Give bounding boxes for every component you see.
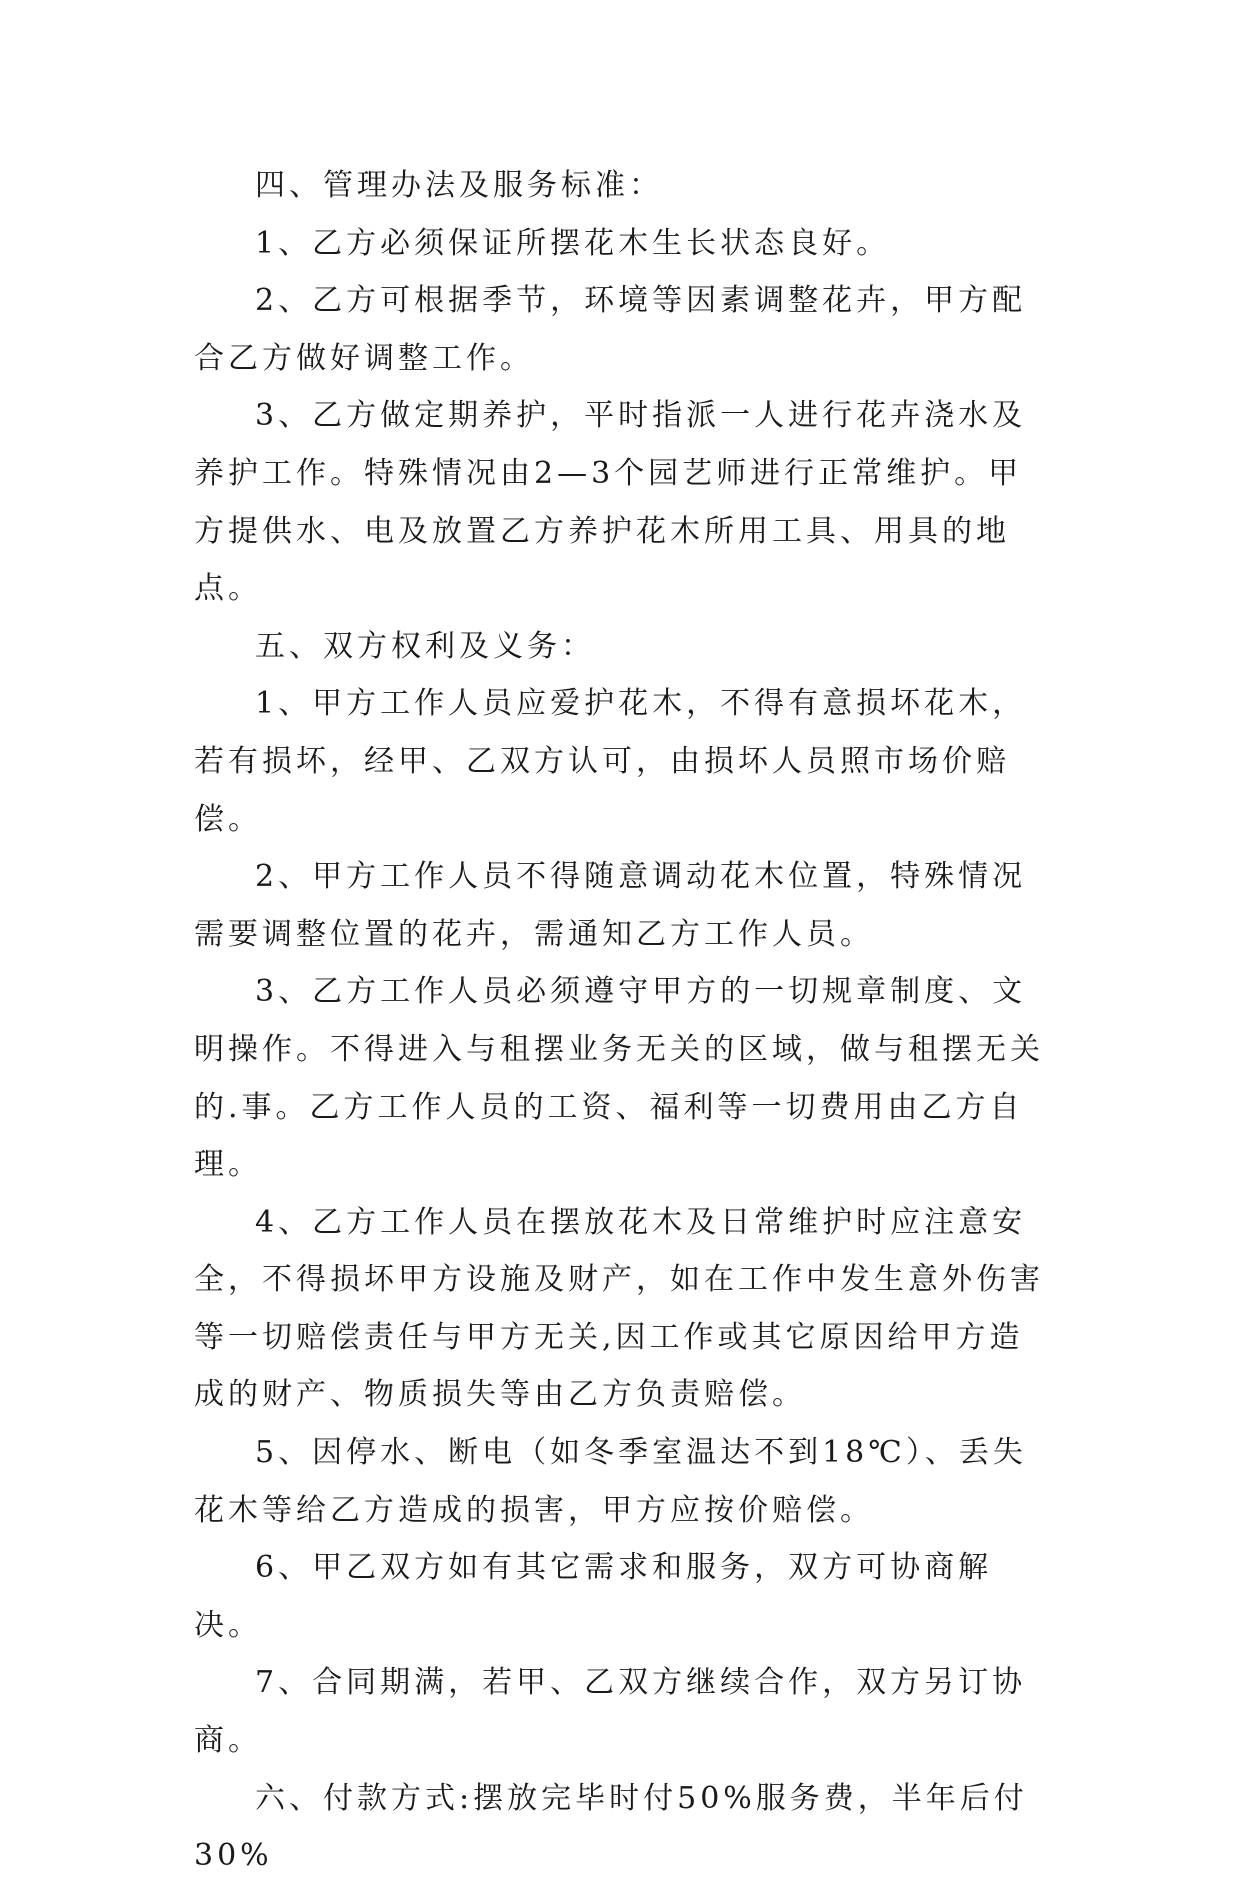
- section-heading-rights-obligations: 五、双方权利及义务：: [255, 628, 595, 664]
- section-heading-management: 四、管理办法及服务标准：: [255, 168, 663, 203]
- paragraph: 2、乙方可根据季节，环境等因素调整花卉，甲方配合乙方做好调整工作。: [194, 283, 1027, 376]
- document-body: [194, 157, 1044, 1885]
- paragraph: 1、乙方必须保证所摆花木生长状态良好。: [255, 225, 891, 261]
- paragraph: 1、甲方工作人员应爱护花木，不得有意损坏花木，若有损坏，经甲、乙双方认可，由损坏人员照市场价赔偿。: [194, 686, 1027, 837]
- section-heading-payment: 六、付款方式:摆放完毕时付50%服务费，半年后付30%: [194, 1780, 1028, 1874]
- paragraph: 3、乙方做定期养护，平时指派一人进行花卉浇水及养护工作。特殊情况由2—3个园艺师进行正常维护。甲方提供水、电及放置乙方养护花木所用工具、用具的地点。: [194, 398, 1027, 607]
- paragraph: 4、乙方工作人员在摆放花木及日常维护时应注意安全，不得损坏甲方设施及财产，如在工作中发生意外伤害等一切赔偿责任与甲方无关,因工作或其它原因给甲方造成的财产、物质损失等由乙方负责赔偿。: [194, 1204, 1044, 1413]
- paragraph: 7、合同期满，若甲、乙双方继续合作，双方另订协商。: [194, 1665, 1027, 1759]
- paragraph: 2、甲方工作人员不得随意调动花木位置，特殊情况需要调整位置的花卉，需通知乙方工作人员。: [194, 859, 1027, 952]
- paragraph: 6、甲乙双方如有其它需求和服务，双方可协商解决。: [194, 1550, 993, 1643]
- paragraph: 5、因停水、断电（如冬季室温达不到18℃）、丢失花木等给乙方造成的损害，甲方应按价赔偿。: [194, 1435, 1027, 1528]
- paragraph: 3、乙方工作人员必须遵守甲方的一切规章制度、文明操作。不得进入与租摆业务无关的区域，做与租摆无关的.事。乙方工作人员的工资、福利等一切费用由乙方自理。: [194, 974, 1044, 1183]
